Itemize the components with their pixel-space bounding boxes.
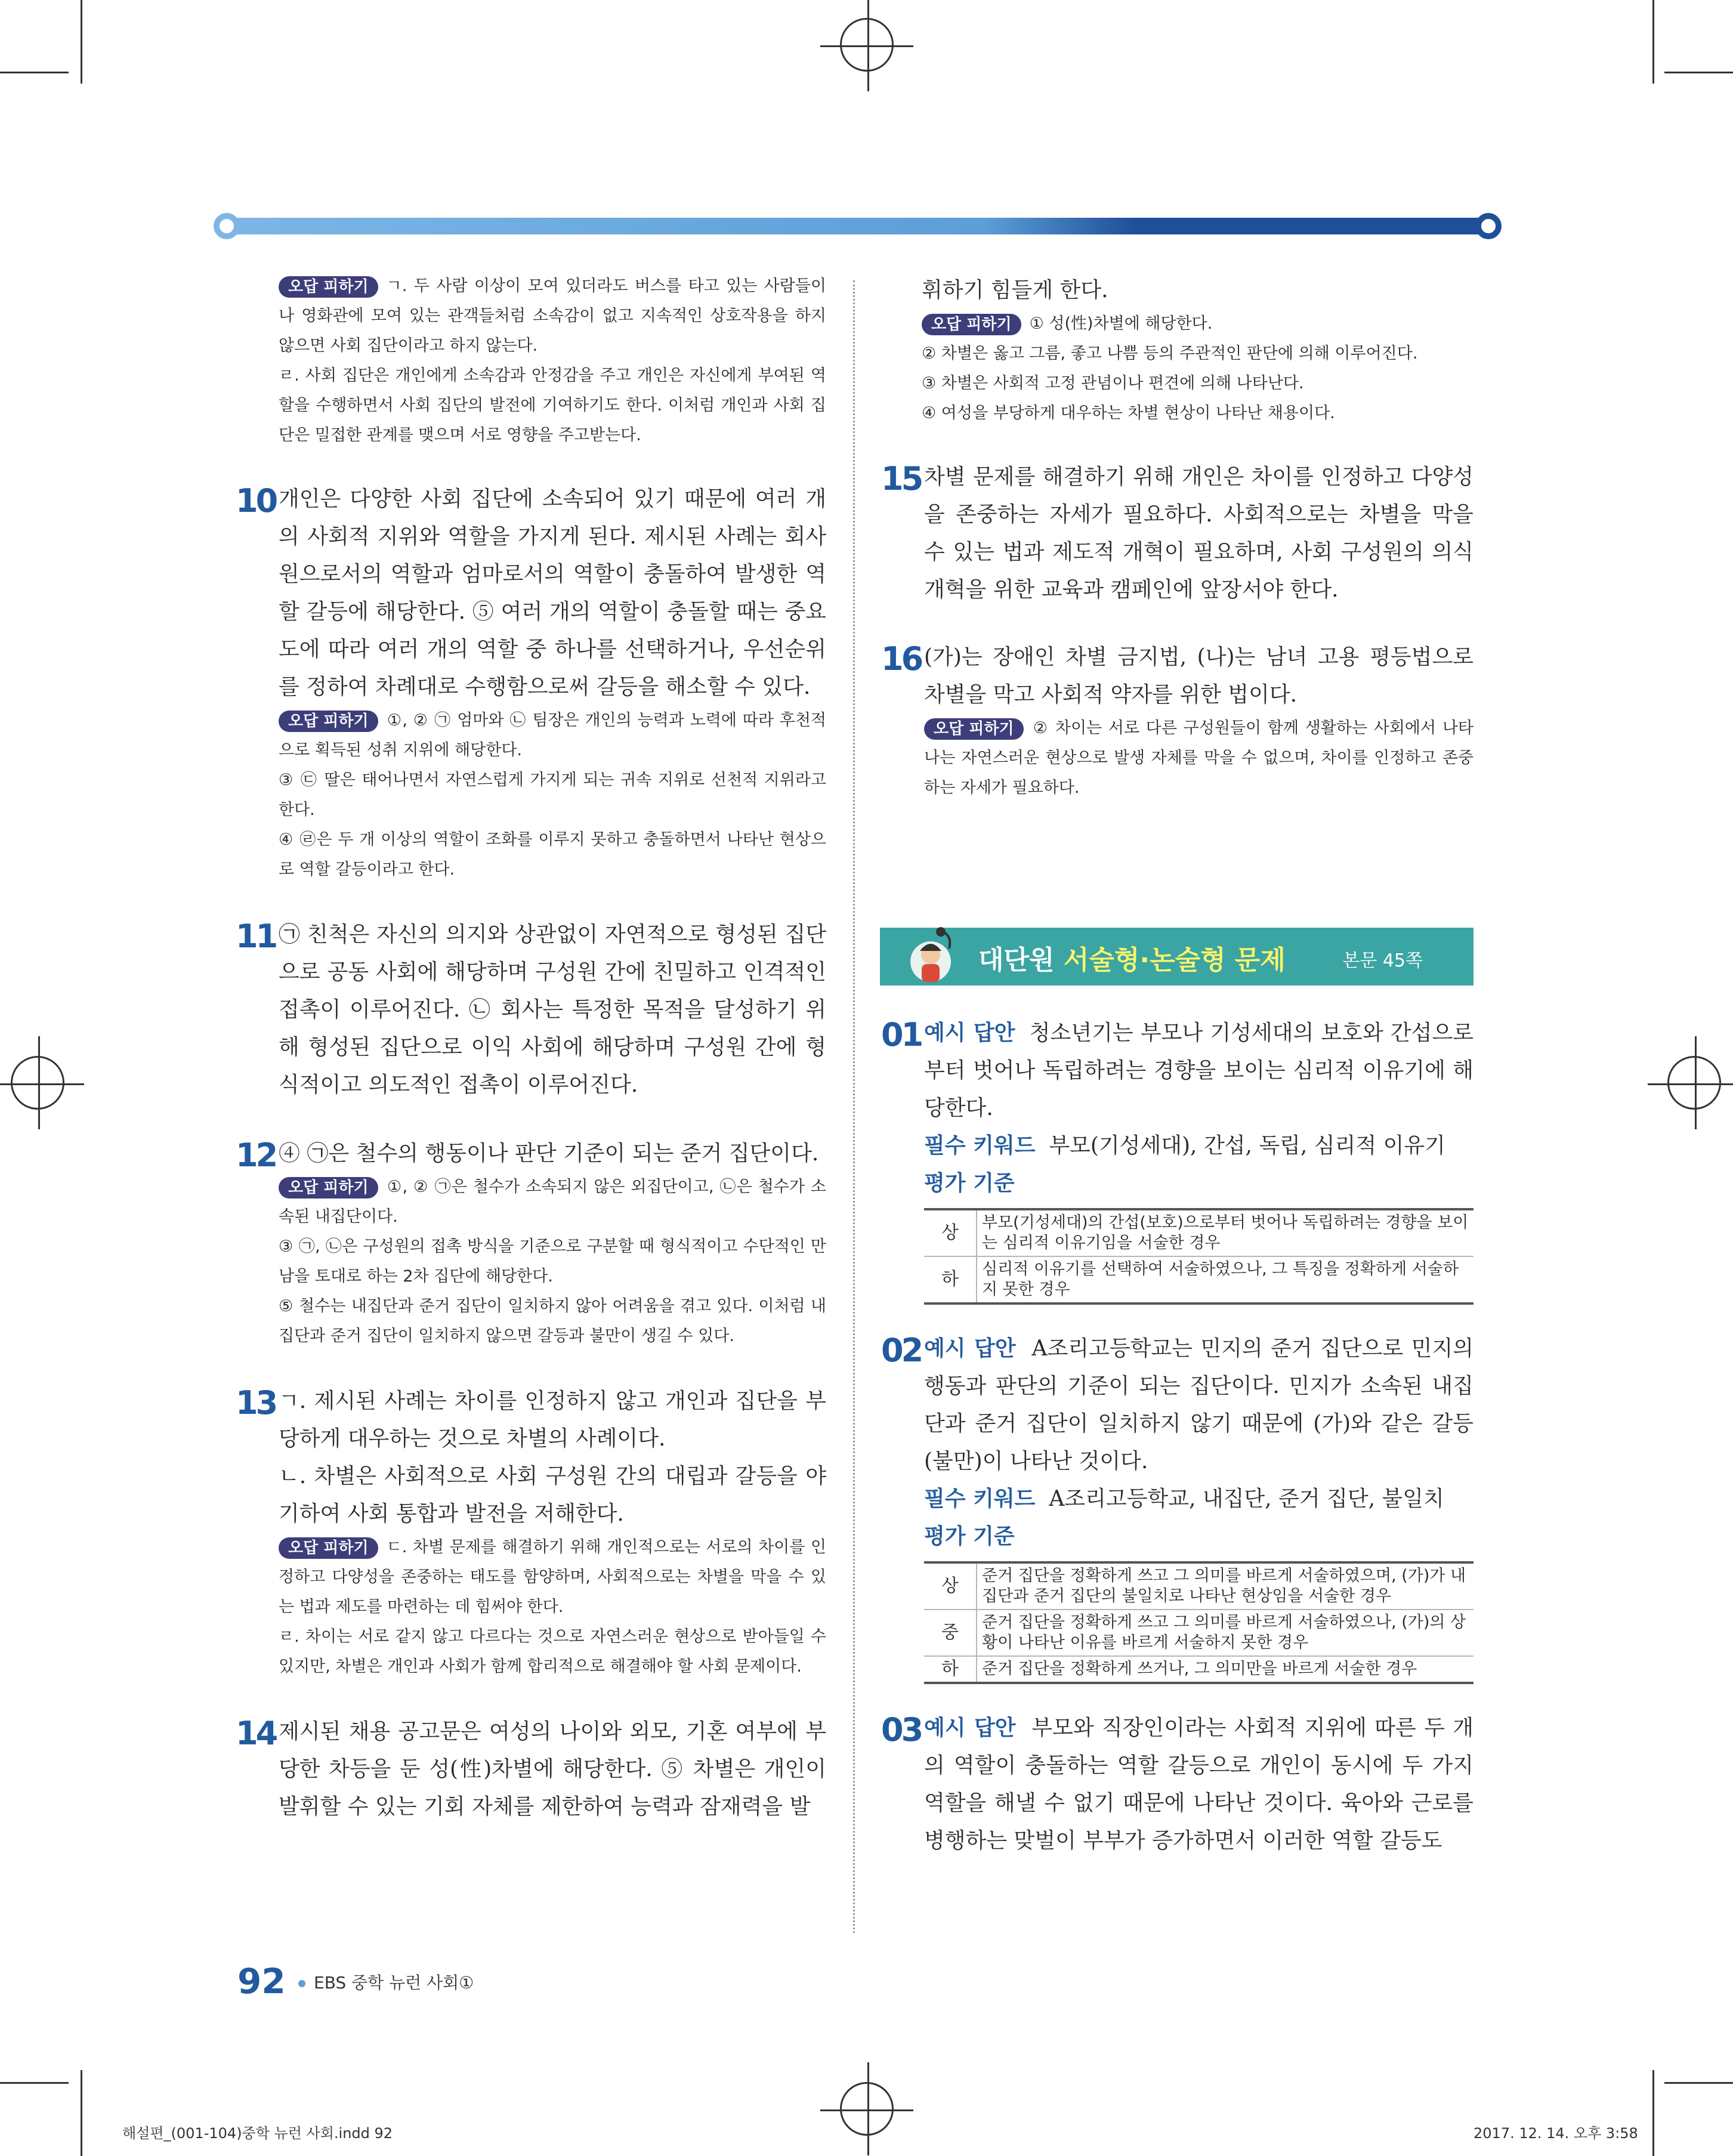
avoid-badge: 오답 피하기 — [279, 276, 378, 298]
question-number: 01 — [881, 1016, 922, 1054]
question-number: 15 — [881, 460, 922, 498]
registration-mark-icon — [11, 1056, 64, 1110]
table-row: 상 준거 집단을 정확하게 쓰고 그 의미를 바르게 서술하였으며, (가)가 내집단과 준거 집단의 불일치로 나타난 현상임을 서술한 경우 — [924, 1562, 1473, 1610]
criteria-table — [924, 1208, 1473, 1305]
bullet-dot-icon — [298, 1980, 305, 1987]
print-slug-file: 해설편_(001-104)중학 뉴런 사회.indd 92 — [122, 2125, 393, 2142]
bar-end-dot-icon — [214, 213, 240, 239]
criteria-table — [924, 1561, 1473, 1684]
section-page-ref: 본문 45쪽 — [1342, 950, 1423, 971]
registration-mark-icon — [840, 2082, 894, 2136]
mascot-icon — [898, 925, 963, 990]
question-13: 13 ㄱ. 제시된 사례는 차이를 인정하지 않고 개인과 집단을 부당하게 대우하는 것으로 차별의 사례이다. ㄴ. 차별은 사회적으로 사회 구성원 간의 대립과 갈등을 야기하여 사회 통합과 발전을 저해한다. 오답 피하기 ㄷ. 차별 문제를 해결하기 위해 개인적으로는 서로의 차이를 인정하고 다양성을 존중하는 태도를 함양하며, 사회적으로는 차별을 막을 수 있는 법과 제도를 마련하는 데 힘써야 한다. ㄹ. 차이는 서로 같지 않고 다르다는 것으로 자연스러운 현상으로 받아들일 수 있지만, 차별은 개인과 사회가 함께 합리적으로 해결해야 할 사회 문제이다. — [236, 1382, 826, 1682]
crop-mark — [81, 2070, 82, 2156]
crop-mark — [0, 2082, 69, 2084]
registration-mark-icon — [1667, 1056, 1721, 1110]
avoid-badge: 오답 피하기 — [922, 314, 1021, 335]
avoid-badge: 오답 피하기 — [279, 711, 378, 732]
question-number: 03 — [881, 1711, 922, 1749]
column-divider — [853, 280, 855, 1933]
essay-column — [881, 1014, 1474, 1860]
print-slug-date: 2017. 12. 14. 오후 3:58 — [1473, 2125, 1638, 2142]
table-row: 중 준거 집단을 정확하게 쓰고 그 의미를 바르게 서술하였으나, (가)의 상황이 나타난 이유를 바르게 서술하지 못한 경우 — [924, 1610, 1473, 1656]
right-column: 휘하기 힘들게 한다. 오답 피하기 ① 성(性)차별에 해당한다. ② 차별은 옳고 그름, 좋고 나쁨 등의 주관적인 판단에 의해 이루어진다. ③ 차별은 사회적 고정 관념이나 편견에 의해 나타난다. ④ 여성을 부당하게 대우하는 차별 현상이 나타난 채용이다. 15 차별 문제를 해결하기 위해 개인은 차이를 인정하고 다양성을 존중하는 자세가 필요하다. 사회적으로는 차별을 막을 수 있는 법과 제도적 개혁이 필요하며, 사회 구성원의 의식 개혁을 위한 교육과 캠페인에 앞장서야 한다. 16 (가)는 장애인 차별 금지법, (나)는 남녀 고용 평등법으로 차별을 막고 사회적 약자를 위한 법이다. 오답 피하기 ② 차이는 서로 다른 구성원들이 함께 생활하는 사회에서 나타나는 자연스러운 현상으로 발생 자체를 막을 수 없으며, 차이를 인정하고 존중하는 자세가 필요하다. — [922, 271, 1473, 803]
crop-mark — [1664, 2082, 1733, 2084]
question-number: 10 — [236, 482, 276, 520]
question-15: 15 차별 문제를 해결하기 위해 개인은 차이를 인정하고 다양성을 존중하는 자세가 필요하다. 사회적으로는 차별을 막을 수 있는 법과 제도적 개혁이 필요하며, 사회 구성원의 의식 개혁을 위한 교육과 캠페인에 앞장서야 한다. — [881, 458, 1473, 609]
question-number: 02 — [881, 1332, 922, 1369]
avoid-badge: 오답 피하기 — [279, 1177, 378, 1199]
essay-02: 02 예시 답안 A조리고등학교는 민지의 준거 집단으로 민지의 행동과 판단의 기준이 되는 집단이다. 민지가 소속된 내집단과 준거 집단이 일치하지 않기 때문에 (가)와 같은 갈등(불만)이 나타난 것이다. 필수 키워드 A조리고등학교, 내집단, 준거 집단, 불일치 평가 기준 상 준거 집단을 정확하게 쓰고 그 의미를 바르게 서술하였으며, (가)가 내집단과 준거 집단의 불일치로 나타난 현상임을 서술한 경우 중 준거 집단을 정확하게 쓰고 그 의미를 바르게 서술하였으나, (가)의 상황이 나타난 이유를 바르게 서술하지 못한 경우 하 준거 집단을 정확하게 쓰거나, 그 의미만을 바르게 서술한 경우 — [881, 1330, 1473, 1684]
book-title: EBS 중학 뉴런 사회① — [298, 1970, 474, 1994]
question-number: 13 — [236, 1384, 276, 1422]
essay-03: 03 예시 답안 부모와 직장인이라는 사회적 지위에 따른 두 개의 역할이 충돌하는 역할 갈등으로 개인이 동시에 두 가지 역할을 해낼 수 없기 때문에 나타난 것이다. 육아와 근로를 병행하는 맞벌이 부부가 증가하면서 이러한 역할 갈등도 — [881, 1709, 1473, 1860]
essay-01: 01 예시 답안 청소년기는 부모나 기성세대의 보호와 간섭으로부터 벗어나 독립하려는 경향을 보이는 심리적 이유기에 해당한다. 필수 키워드 부모(기성세대), 간섭, 독립, 심리적 이유기 평가 기준 상 부모(기성세대)의 간섭(보호)으로부터 벗어나 독립하려는 경향을 보이는 심리적 이유기임을 서술한 경우 하 심리적 이유기를 선택하여 서술하였으나, 그 특징을 정확하게 서술하지 못한 경우 — [881, 1014, 1473, 1305]
crop-mark — [0, 72, 69, 73]
avoid-badge: 오답 피하기 — [279, 1537, 378, 1559]
crop-mark — [1652, 0, 1654, 84]
table-row: 하 심리적 이유기를 선택하여 서술하였으나, 그 특징을 정확하게 서술하지 못한 경우 — [924, 1256, 1473, 1304]
question-number: 11 — [236, 918, 276, 955]
crop-mark — [1652, 2070, 1654, 2156]
bar-end-dot-icon — [1475, 213, 1502, 239]
crop-mark — [1664, 72, 1733, 73]
intro-avoid-block: 오답 피하기 ㄱ. 두 사람 이상이 모여 있더라도 버스를 타고 있는 사람들이나 영화관에 모여 있는 관객들처럼 소속감이 없고 지속적인 상호작용을 하지 않으면 사회 집단이라고 하지 않는다. ㄹ. 사회 집단은 개인에게 소속감과 안정감을 주고 개인은 자신에게 부여된 역할을 수행하면서 사회 집단의 발전에 기여하기도 한다. 이처럼 개인과 사회 집단은 밀접한 관계를 맺으며 서로 영향을 주고받는다. — [279, 277, 826, 444]
section-header — [880, 928, 1473, 986]
table-row: 하 준거 집단을 정확하게 쓰거나, 그 의미만을 바르게 서술한 경우 — [924, 1656, 1473, 1683]
header-bar — [227, 218, 1488, 234]
table-row: 상 부모(기성세대)의 간섭(보호)으로부터 벗어나 독립하려는 경향을 보이는 심리적 이유기임을 서술한 경우 — [924, 1209, 1473, 1256]
question-number: 12 — [236, 1136, 276, 1174]
registration-mark-icon — [840, 18, 894, 72]
avoid-badge: 오답 피하기 — [924, 718, 1024, 740]
question-11: 11 ㉠ 친척은 자신의 의지와 상관없이 자연적으로 형성된 집단으로 공동 사회에 해당하며 구성원 간에 친밀하고 인격적인 접촉이 이루어진다. ㉡ 회사는 특정한 목적을 달성하기 위해 형성된 집단으로 이익 사회에 해당하며 구성원 간에 형식적이고 의도적인 접촉이 이루어진다. — [236, 916, 826, 1104]
page-number: 92 — [237, 1961, 286, 2001]
question-number: 16 — [881, 640, 922, 678]
crop-mark — [81, 0, 82, 84]
question-16: 16 (가)는 장애인 차별 금지법, (나)는 남녀 고용 평등법으로 차별을 막고 사회적 약자를 위한 법이다. 오답 피하기 ② 차이는 서로 다른 구성원들이 함께 생활하는 사회에서 나타나는 자연스러운 현상으로 발생 자체를 막을 수 없으며, 차이를 인정하고 존중하는 자세가 필요하다. — [881, 638, 1473, 803]
question-10: 10 개인은 다양한 사회 집단에 소속되어 있기 때문에 여러 개의 사회적 지위와 역할을 가지게 된다. 제시된 사례는 회사원으로서의 역할과 엄마로서의 역할이 충돌하여 발생한 역할 갈등에 해당한다. ⑤ 여러 개의 역할이 충돌할 때는 중요도에 따라 여러 개의 역할 중 하나를 선택하거나, 우선순위를 정하여 차례대로 수행함으로써 갈등을 해소할 수 있다. 오답 피하기 ①, ② ㉠ 엄마와 ㉡ 팀장은 개인의 능력과 노력에 따라 후천적으로 획득된 성취 지위에 해당한다. ③ ㉢ 딸은 태어나면서 자연스럽게 가지게 되는 귀속 지위로 선천적 지위라고 한다. ④ ㉣은 두 개 이상의 역할이 조화를 이루지 못하고 충돌하면서 나타난 현상으로 역할 갈등이라고 한다. — [236, 480, 826, 885]
left-column — [236, 271, 826, 1826]
question-14: 14 제시된 채용 공고문은 여성의 나이와 외모, 기혼 여부에 부당한 차등을 둔 성(性)차별에 해당한다. ⑤ 차별은 개인이 발휘할 수 있는 기회 자체를 제한하여 능력과 잠재력을 발 — [236, 1713, 826, 1826]
section-title: 대단원 서술형·논술형 문제 — [978, 945, 1286, 975]
question-number: 14 — [236, 1715, 276, 1752]
question-12: 12 ④ ㉠은 철수의 행동이나 판단 기준이 되는 준거 집단이다. 오답 피하기 ①, ② ㉠은 철수가 소속되지 않은 외집단이고, ㉡은 철수가 소속된 내집단이다. ③ ㉠, ㉡은 구성원의 접촉 방식을 기준으로 구분할 때 형식적이고 수단적인 만남을 토대로 하는 2차 집단에 해당한다. ⑤ 철수는 내집단과 준거 집단이 일치하지 않아 어려움을 겪고 있다. 이처럼 내집단과 준거 집단이 일치하지 않으면 갈등과 불만이 생길 수 있다. — [236, 1135, 826, 1351]
